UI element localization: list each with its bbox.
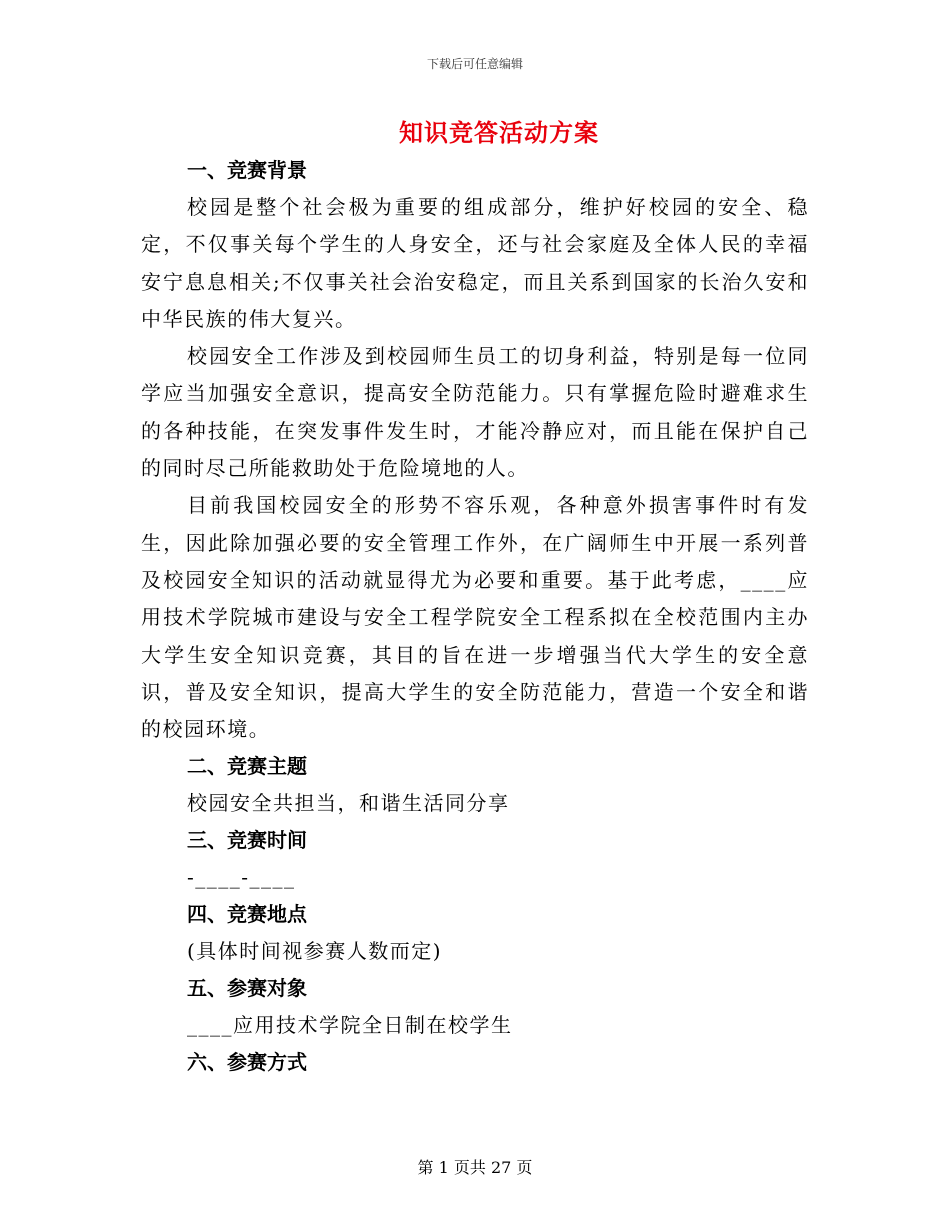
background-paragraph-1: 校园是整个社会极为重要的组成部分，维护好校园的安全、稳定，不仅事关每个学生的人身安全，还与社会家庭及全体人民的幸福安宁息息相关;不仅事关社会治安稳定，而且关系到国家的长治久安和中华民族的伟大复兴。 (141, 195, 809, 331)
header-note: 下载后可任意编辑 (426, 57, 523, 71)
participants-text: ____应用技术学院全日制在校学生 (187, 1013, 513, 1038)
section-heading-background: 一、竞赛背景 (187, 158, 307, 182)
section-heading-participants: 五、参赛对象 (187, 976, 307, 1001)
page-footer: 第 1 页共 27 页 (417, 1158, 533, 1177)
section-heading-location: 四、竞赛地点 (187, 902, 307, 927)
document-title: 知识竞答活动方案 (399, 118, 599, 147)
background-paragraph-2: 校园安全工作涉及到校园师生员工的切身利益，特别是每一位同学应当加强安全意识，提高安全防范能力。只有掌握危险时避难求生的各种技能，在突发事件发生时，才能冷静应对，而且能在保护自己的同时尽己所能救助处于危险境地的人。 (141, 344, 809, 481)
section-heading-theme: 二、竞赛主题 (187, 754, 307, 779)
time-text: -____-____ (187, 865, 296, 890)
location-text: (具体时间视参赛人数而定) (187, 939, 443, 964)
section-heading-time: 三、竞赛时间 (187, 828, 307, 853)
theme-text: 校园安全共担当，和谐生活同分享 (187, 791, 510, 816)
background-paragraph-3: 目前我国校园安全的形势不容乐观，各种意外损害事件时有发生，因此除加强必要的安全管理工作外，在广阔师生中开展一系列普及校园安全知识的活动就显得尤为必要和重要。基于此考虑，____应用技术学院城市建设与安全工程学院安全工程系拟在全校范围内主办大学生安全知识竞赛，其目的旨在进一步增强当代大学生的安全意识，普及安全知识，提高大学生的安全防范能力，营造一个安全和谐的校园环境。 (141, 493, 809, 742)
section-heading-method: 六、参赛方式 (187, 1050, 307, 1075)
document-body (141, 152, 809, 1081)
